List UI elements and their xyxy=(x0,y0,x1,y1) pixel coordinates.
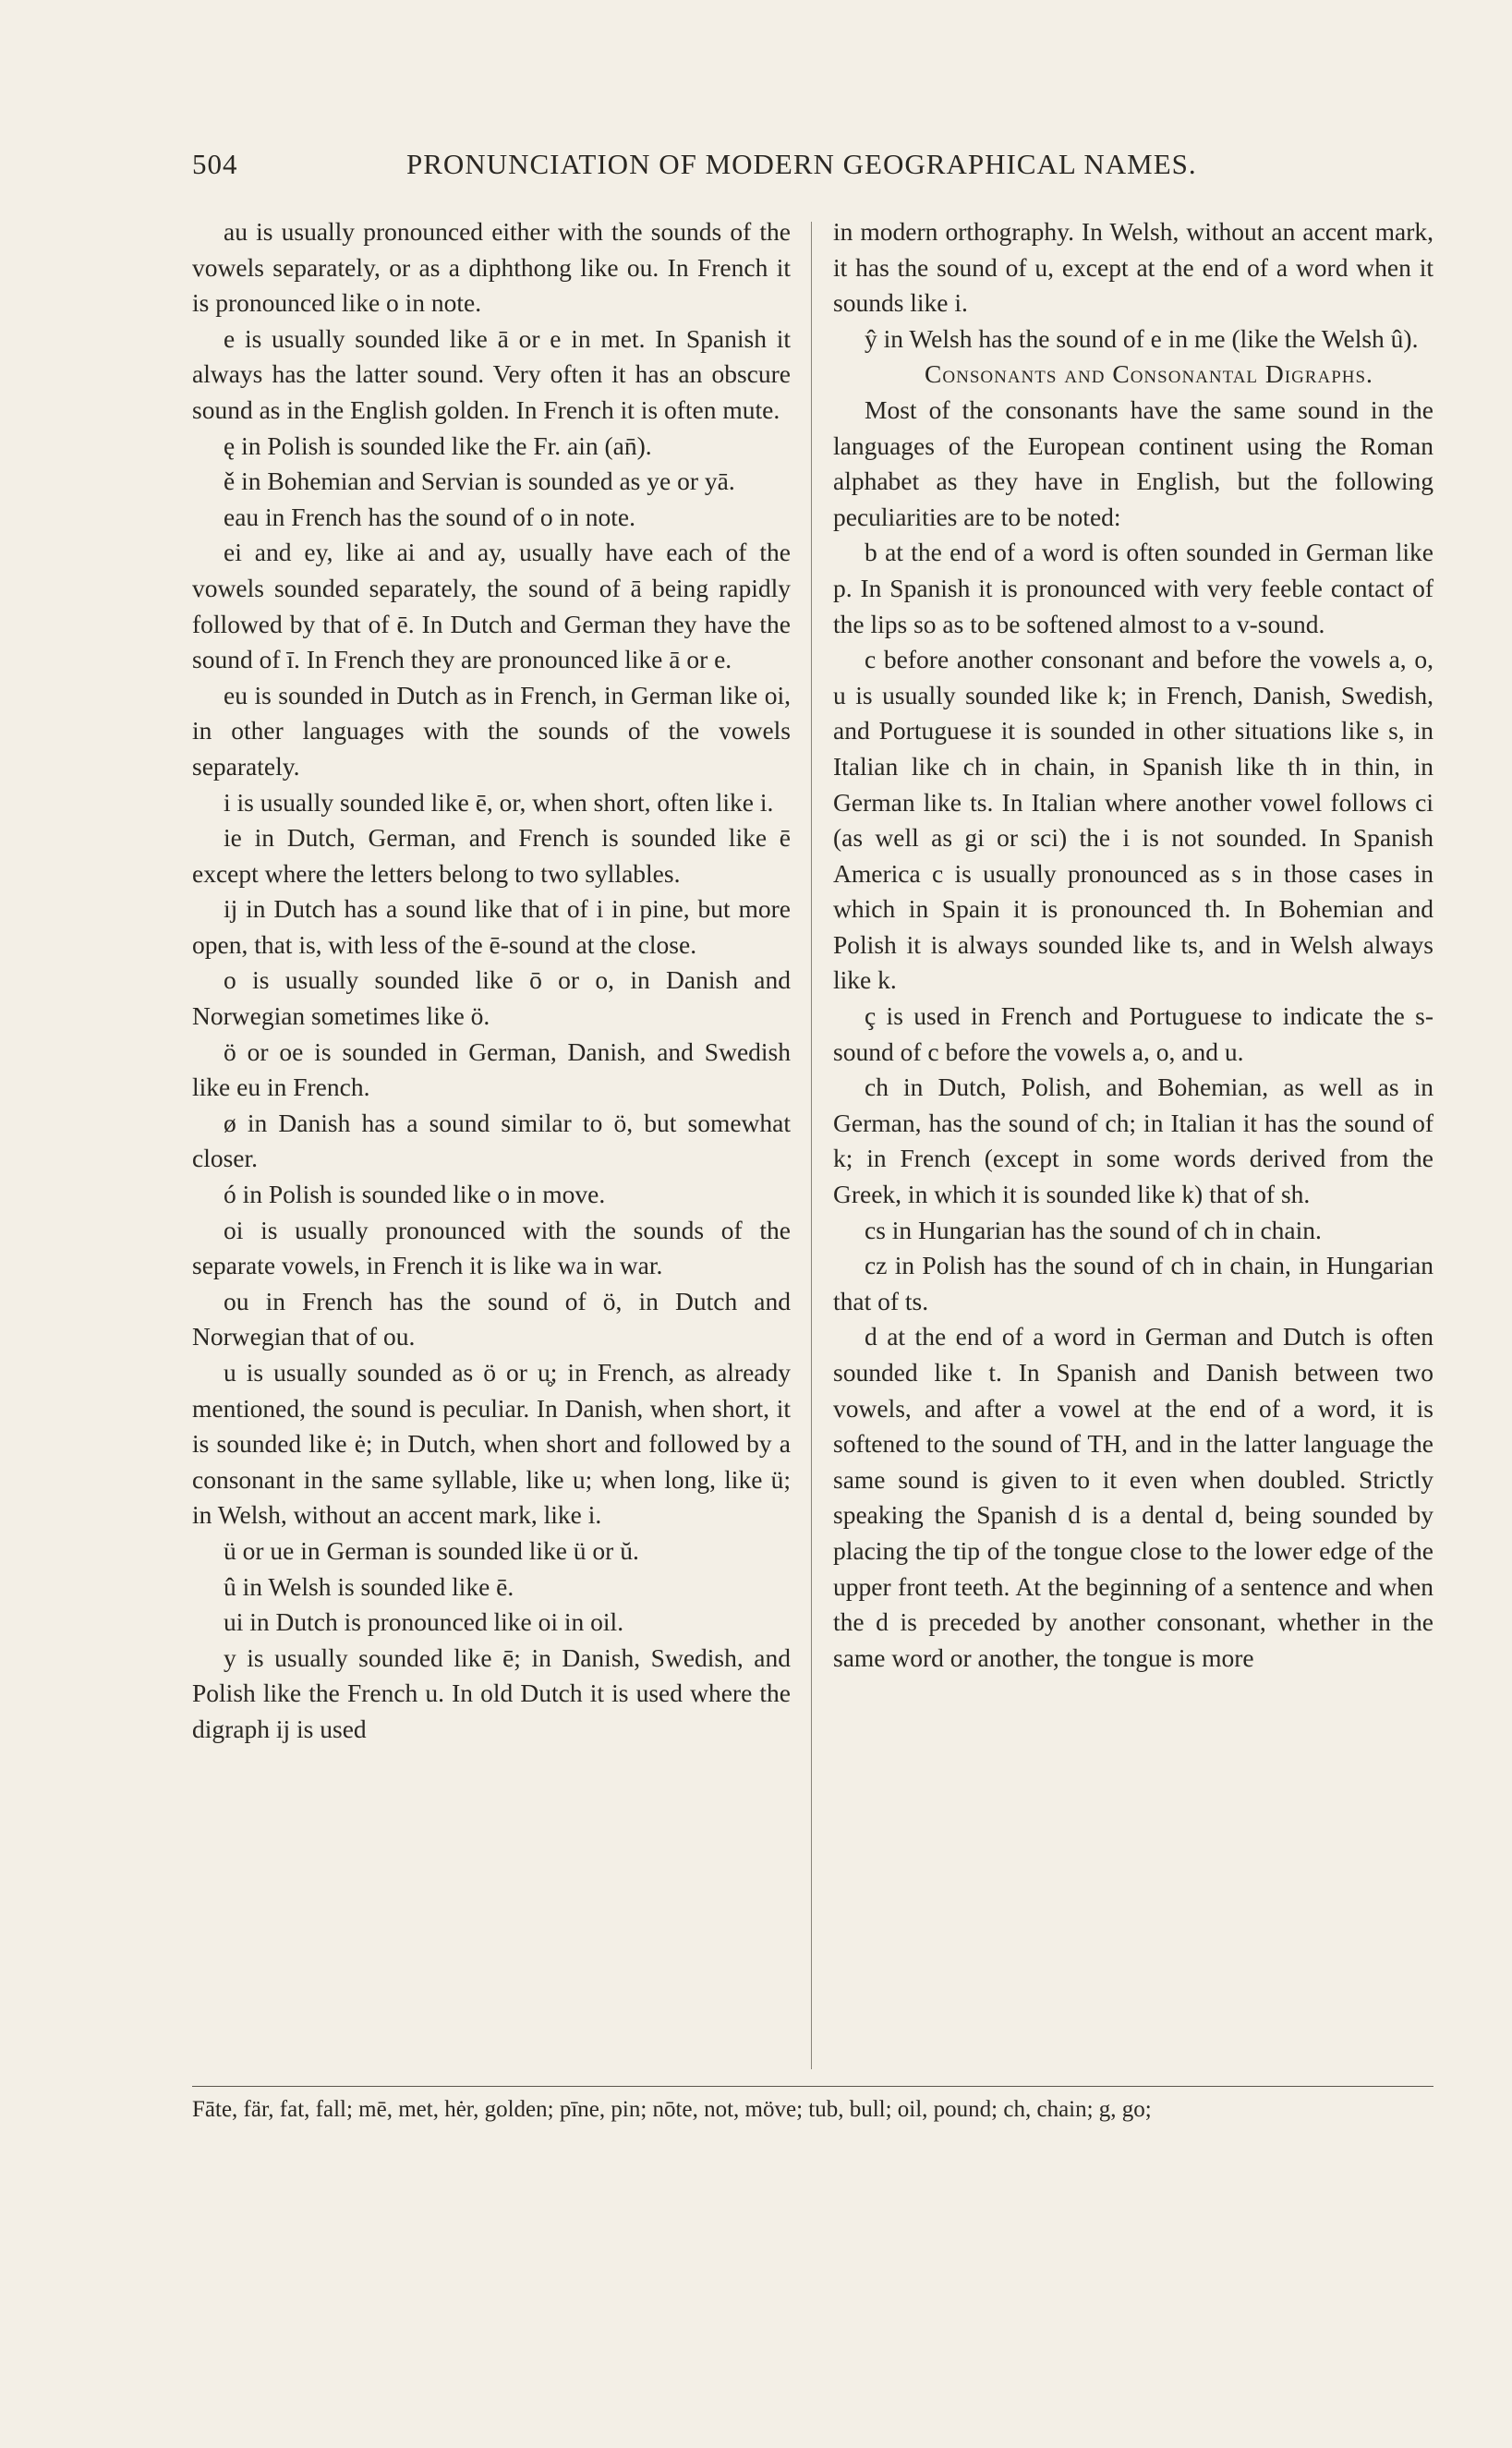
paragraph: o is usually sounded like ō or o, in Danish and Norwegian sometimes like ö. xyxy=(192,965,791,1031)
paragraph: ě in Bohemian and Servian is sounded as ye or yā. xyxy=(224,467,735,496)
paragraph: Most of the consonants have the same sound in the languages of the European continent using the Roman alphabet as they have in English, but the following peculiarities are to be noted: xyxy=(833,394,1433,531)
paragraph: ŷ in Welsh has the sound of e in me (like the Welsh û). xyxy=(865,323,1419,353)
paragraph: ę in Polish is sounded like the Fr. ain (an̄). xyxy=(224,430,652,460)
paragraph: ø in Danish has a sound similar to ö, but somewhat closer. xyxy=(192,1108,791,1173)
paragraph: eu is sounded in Dutch as in French, in German like oi, in other languages with the sounds of the vowels separately. xyxy=(192,680,791,781)
paragraph: cs in Hungarian has the sound of ch in chain. xyxy=(865,1215,1322,1244)
paragraph: au is usually pronounced either with the sounds of the vowels separately, or as a diphthong like ou. In French it is pronounced like o in note. xyxy=(192,217,791,318)
page-header xyxy=(192,148,1430,194)
paragraph: e is usually sounded like ā or e in met. In Spanish it always has the latter sound. Very often it has an obscure sound as in the English golden. In French it is often mute. xyxy=(192,323,791,424)
paragraph: ie in Dutch, German, and French is sounded like ē except where the letters belong to two syllables. xyxy=(192,823,791,888)
paragraph: û in Welsh is sounded like ē. xyxy=(224,1571,514,1601)
paragraph: ó in Polish is sounded like o in move. xyxy=(224,1180,606,1209)
footer-rule xyxy=(192,2086,1433,2087)
right-column xyxy=(833,214,1433,1676)
paragraph: ch in Dutch, Polish, and Bohemian, as well as in German, has the sound of ch; in Italian it has the sound of k; in French (except in some words derived from the Greek, in which it is sounded like k) that of sh. xyxy=(833,1073,1433,1209)
running-title: PRONUNCIATION OF MODERN GEOGRAPHICAL NAMES. xyxy=(406,148,1197,180)
paragraph: ö or oe is sounded in German, Danish, and Swedish like eu in French. xyxy=(192,1036,791,1102)
paragraph: c before another consonant and before the vowels a, o, u is usually sounded like k; in French, Danish, Swedish, and Portuguese it is sounded in other situations like s, in Italian like ch in chain, in Spanish like th in thin, in German like ts. In Italian where another vowel follows ci (as well as gi or sci) the i is not sounded. In Spanish America c is usually pronounced as s in those cases in which in Spain it is pronounced th. In Bohemian and Polish it is always sounded like ts, and in Welsh always like k. xyxy=(833,645,1433,995)
right-column-top xyxy=(833,214,1433,357)
paragraph: b at the end of a word is often sounded in German like p. In Spanish it is pronounced with very feeble contact of the lips so as to be softened almost to a v-sound. xyxy=(833,538,1433,638)
section-heading: Consonants and Consonantal Digraphs. xyxy=(925,359,1373,389)
right-column-body xyxy=(833,393,1433,1676)
pronunciation-key-footer: Fāte, fär, fat, fall; mē, met, hėr, golden; pīne, pin; nōte, not, möve; tub, bull; oil, pound; ch, chain; g, go; xyxy=(192,2097,1152,2122)
paragraph: cz in Polish has the sound of ch in chain, in Hungarian that of ts. xyxy=(833,1251,1433,1315)
left-column xyxy=(192,214,791,1748)
paragraph: ei and ey, like ai and ay, usually have each of the vowels sounded separately, the sound of ā being rapidly followed by that of ē. In Dutch and German they have the sound of ī. In French they are pronounced like ā or e. xyxy=(192,538,791,674)
paragraph: ui in Dutch is pronounced like oi in oil. xyxy=(224,1607,624,1637)
paragraph: d at the end of a word in German and Dutch is often sounded like t. In Spanish and Danish between two vowels, and after a vowel at the end of a word, it is softened to the sound of TH, and in the latter language the same sound is given to it even when doubled. Strictly speaking the Spanish d is a dental d, being sounded by placing the tip of the tongue close to the lower edge of the upper front teeth. At the beginning of a sentence and when the d is preceded by another consonant, whether in the same word or another, the tongue is more xyxy=(833,1322,1433,1672)
paragraph: eau in French has the sound of o in note. xyxy=(224,502,636,531)
paragraph: in modern orthography. In Welsh, without an accent mark, it has the sound of u, except at the end of a word when it sounds like i. xyxy=(833,217,1433,318)
paragraph: ü or ue in German is sounded like ü or ŭ. xyxy=(224,1535,639,1565)
paragraph: oi is usually pronounced with the sounds of the separate vowels, in French it is like wa in war. xyxy=(192,1215,791,1280)
paragraph: u is usually sounded as ö or u̥; in French, as already mentioned, the sound is peculiar. In Danish, when short, it is sounded like ė; in Dutch, when short and followed by a consonant in the same syllable, like u; when long, like ü; in Welsh, without an accent mark, like i. xyxy=(192,1358,791,1530)
paragraph: i is usually sounded like ē, or, when short, often like i. xyxy=(224,787,774,817)
paragraph: ij in Dutch has a sound like that of i in pine, but more open, that is, with less of the ē-sound at the close. xyxy=(192,894,791,959)
column-divider xyxy=(811,222,812,2069)
paragraph: ç is used in French and Portuguese to indicate the s-sound of c before the vowels a, o, and u. xyxy=(833,1001,1433,1066)
paragraph: ou in French has the sound of ö, in Dutch and Norwegian that of ou. xyxy=(192,1286,791,1351)
page-number: 504 xyxy=(192,148,238,180)
paragraph: y is usually sounded like ē; in Danish, Swedish, and Polish like the French u. In old Dutch it is used where the digraph ij is used xyxy=(192,1642,791,1743)
